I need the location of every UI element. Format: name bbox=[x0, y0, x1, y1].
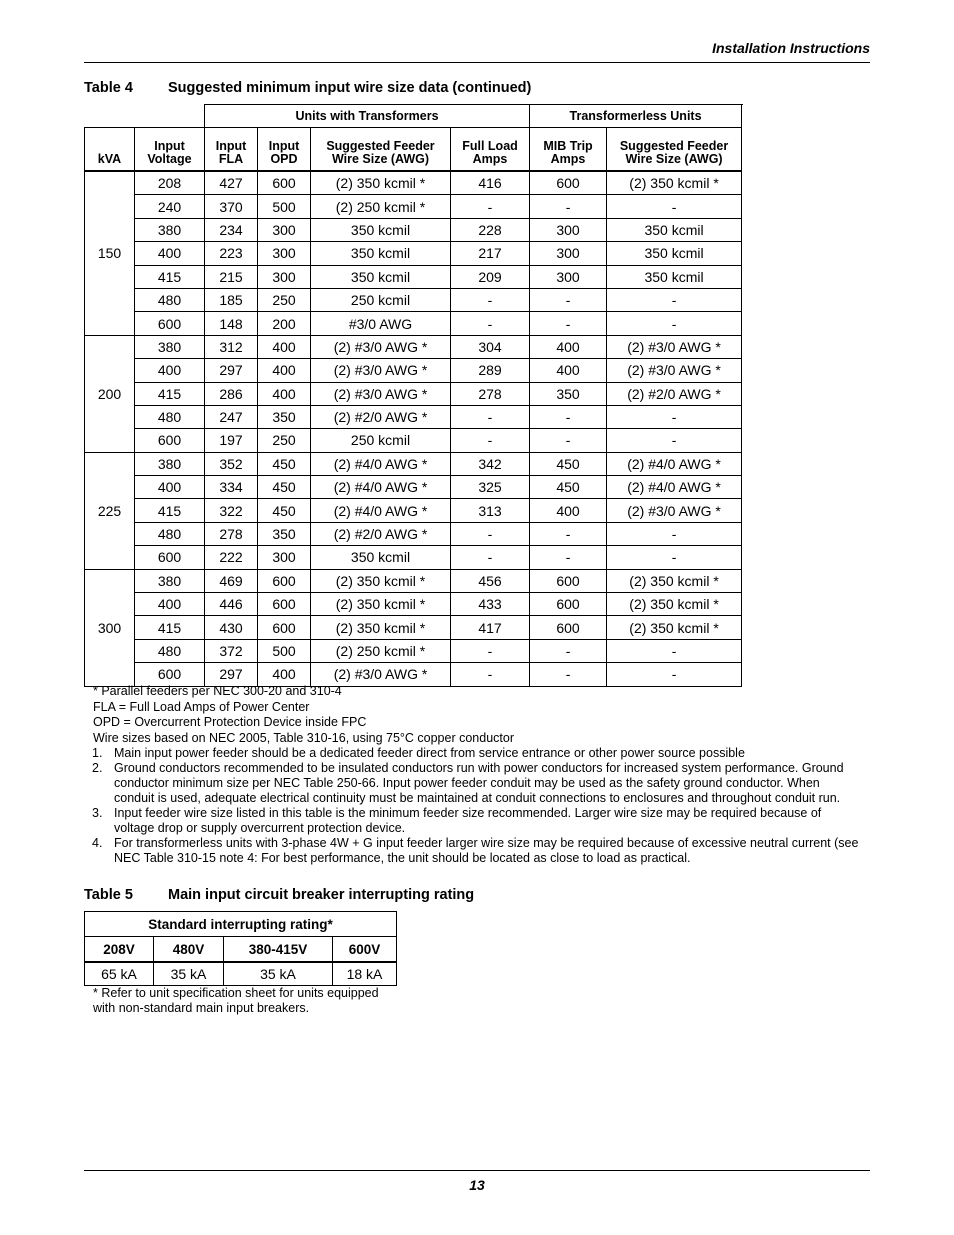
interrupting-rating-table bbox=[84, 911, 397, 986]
table-cell: (2) 250 kcmil * bbox=[311, 639, 451, 662]
table-cell: 400 bbox=[135, 359, 205, 382]
table-cell: - bbox=[530, 546, 607, 569]
table-cell: - bbox=[607, 288, 742, 311]
table-5-note-line: with non-standard main input breakers. bbox=[93, 1001, 310, 1015]
voltage-cell: 480V bbox=[154, 937, 224, 963]
col-input-voltage: Input Voltage bbox=[135, 128, 205, 172]
table-5-number: Table 5 bbox=[84, 887, 133, 903]
table-cell: 352 bbox=[205, 452, 258, 475]
table-cell: 380 bbox=[135, 569, 205, 592]
table-cell: 600 bbox=[258, 593, 311, 616]
table-cell: (2) #3/0 AWG * bbox=[311, 359, 451, 382]
table-cell: (2) #3/0 AWG * bbox=[311, 663, 451, 686]
table-cell: 500 bbox=[258, 195, 311, 218]
kva-cell: 200 bbox=[85, 335, 135, 452]
table-cell: 400 bbox=[135, 593, 205, 616]
table-row bbox=[85, 616, 742, 639]
numbered-note bbox=[92, 836, 863, 866]
table-cell: 450 bbox=[258, 452, 311, 475]
table-cell: 300 bbox=[530, 242, 607, 265]
table-cell: 433 bbox=[451, 593, 530, 616]
table-cell: 300 bbox=[530, 218, 607, 241]
group-header-row bbox=[85, 105, 742, 128]
table-cell: 350 kcmil bbox=[311, 546, 451, 569]
table-cell: 400 bbox=[258, 382, 311, 405]
notes-numbered bbox=[93, 746, 863, 866]
table-cell: 417 bbox=[451, 616, 530, 639]
voltage-cell: 600V bbox=[333, 937, 397, 963]
numbered-note bbox=[92, 761, 863, 806]
table-cell: 304 bbox=[451, 335, 530, 358]
kva-cell: 300 bbox=[85, 569, 135, 686]
table-cell: 480 bbox=[135, 522, 205, 545]
table-row bbox=[85, 382, 742, 405]
table-cell: (2) 350 kcmil * bbox=[311, 616, 451, 639]
table-cell: 372 bbox=[205, 639, 258, 662]
table-cell: (2) #4/0 AWG * bbox=[607, 476, 742, 499]
voltage-cell: 208V bbox=[85, 937, 154, 963]
table-cell: 215 bbox=[205, 265, 258, 288]
table-cell: 350 bbox=[258, 405, 311, 428]
table-cell: 446 bbox=[205, 593, 258, 616]
table-cell: (2) 350 kcmil * bbox=[311, 569, 451, 592]
table-cell: (2) 250 kcmil * bbox=[311, 195, 451, 218]
table-cell: 400 bbox=[530, 359, 607, 382]
table-row bbox=[85, 288, 742, 311]
table-cell: 185 bbox=[205, 288, 258, 311]
table-cell: 427 bbox=[205, 171, 258, 195]
column-header-row bbox=[85, 128, 742, 172]
note-number: 1. bbox=[92, 746, 103, 760]
table-cell: 600 bbox=[530, 593, 607, 616]
table-cell: - bbox=[451, 663, 530, 686]
table-cell: 400 bbox=[258, 335, 311, 358]
table-cell: - bbox=[607, 405, 742, 428]
table-cell: - bbox=[530, 663, 607, 686]
table-cell: (2) #2/0 AWG * bbox=[311, 405, 451, 428]
table-row bbox=[85, 639, 742, 662]
table-cell: - bbox=[607, 546, 742, 569]
numbered-note bbox=[92, 806, 863, 836]
table-row bbox=[85, 312, 742, 335]
table-cell: 350 bbox=[530, 382, 607, 405]
table-cell: 600 bbox=[258, 569, 311, 592]
table-row bbox=[85, 405, 742, 428]
table-cell: 247 bbox=[205, 405, 258, 428]
table-cell: 312 bbox=[205, 335, 258, 358]
note-line: OPD = Overcurrent Protection Device inside FPC bbox=[93, 715, 367, 729]
table-5-title: Main input circuit breaker interrupting rating bbox=[168, 887, 475, 903]
table-cell: 415 bbox=[135, 499, 205, 522]
table-cell: - bbox=[451, 546, 530, 569]
table-cell: - bbox=[607, 195, 742, 218]
table-cell: (2) #4/0 AWG * bbox=[311, 476, 451, 499]
table-cell: - bbox=[451, 195, 530, 218]
table-row bbox=[85, 242, 742, 265]
rating-cell: 65 kA bbox=[85, 962, 154, 986]
table-row bbox=[85, 569, 742, 592]
table-cell: 415 bbox=[135, 382, 205, 405]
table-row bbox=[85, 522, 742, 545]
table-cell: - bbox=[607, 429, 742, 452]
table-row bbox=[85, 195, 742, 218]
table-cell: (2) #4/0 AWG * bbox=[607, 452, 742, 475]
table-cell: - bbox=[530, 639, 607, 662]
table-cell: 600 bbox=[135, 546, 205, 569]
interrupting-header-row bbox=[85, 912, 397, 937]
table-cell: (2) #3/0 AWG * bbox=[607, 359, 742, 382]
note-text: Input feeder wire size listed in this table is the minimum feeder size recommended. Larger wire size may be required because of voltage drop or supply overcurrent protection device. bbox=[114, 806, 822, 835]
note-number: 4. bbox=[92, 836, 103, 850]
table-cell: 300 bbox=[258, 546, 311, 569]
table-4-title: Suggested minimum input wire size data (continued) bbox=[168, 80, 532, 96]
table-cell: 334 bbox=[205, 476, 258, 499]
table-cell: 278 bbox=[451, 382, 530, 405]
group-header-with-transformers: Units with Transformers bbox=[205, 105, 530, 128]
table-cell: 600 bbox=[258, 171, 311, 195]
table-cell: - bbox=[530, 312, 607, 335]
table-cell: 148 bbox=[205, 312, 258, 335]
table-cell: 200 bbox=[258, 312, 311, 335]
rating-row bbox=[85, 962, 397, 986]
note-text: For transformerless units with 3-phase 4W + G input feeder larger wire size may be required because of excessive neutral current (see NEC Table 310-15 note 4: For best performance, the unit should be located as close to load as practical. bbox=[114, 836, 859, 865]
col-mib-trip-amps: MIB Trip Amps bbox=[530, 128, 607, 172]
table-cell: (2) 350 kcmil * bbox=[311, 593, 451, 616]
table-cell: 209 bbox=[451, 265, 530, 288]
table-cell: (2) #4/0 AWG * bbox=[311, 499, 451, 522]
note-text: Main input power feeder should be a dedicated feeder direct from service entrance or other power source possible bbox=[114, 746, 745, 760]
table-cell: 469 bbox=[205, 569, 258, 592]
table-cell: 250 bbox=[258, 288, 311, 311]
table-cell: 380 bbox=[135, 335, 205, 358]
table-cell: - bbox=[451, 639, 530, 662]
table-cell: 450 bbox=[258, 476, 311, 499]
table-cell: 600 bbox=[530, 569, 607, 592]
table-4-notes bbox=[93, 684, 863, 866]
table-cell: 228 bbox=[451, 218, 530, 241]
table-cell: 342 bbox=[451, 452, 530, 475]
interrupting-header: Standard interrupting rating* bbox=[85, 912, 397, 937]
table-cell: 350 kcmil bbox=[311, 242, 451, 265]
rating-cell: 35 kA bbox=[154, 962, 224, 986]
table-cell: 300 bbox=[258, 242, 311, 265]
table-5-caption bbox=[84, 887, 474, 903]
table-cell: 350 bbox=[258, 522, 311, 545]
kva-cell: 150 bbox=[85, 171, 135, 335]
table-cell: (2) 350 kcmil * bbox=[311, 171, 451, 195]
table-cell: 600 bbox=[530, 616, 607, 639]
voltage-cell: 380-415V bbox=[224, 937, 333, 963]
table-cell: 350 kcmil bbox=[311, 218, 451, 241]
table-cell: - bbox=[451, 429, 530, 452]
table-cell: 300 bbox=[530, 265, 607, 288]
table-cell: 400 bbox=[135, 242, 205, 265]
table-cell: 350 kcmil bbox=[607, 242, 742, 265]
table-row bbox=[85, 476, 742, 499]
table-cell: (2) 350 kcmil * bbox=[607, 616, 742, 639]
table-cell: 400 bbox=[530, 335, 607, 358]
table-cell: 600 bbox=[258, 616, 311, 639]
table-cell: (2) 350 kcmil * bbox=[607, 171, 742, 195]
table-cell: 234 bbox=[205, 218, 258, 241]
table-5-note-line: * Refer to unit specification sheet for units equipped bbox=[93, 986, 379, 1000]
table-cell: 250 bbox=[258, 429, 311, 452]
table-cell: 300 bbox=[258, 218, 311, 241]
table-cell: 300 bbox=[258, 265, 311, 288]
table-cell: - bbox=[607, 522, 742, 545]
table-cell: 297 bbox=[205, 359, 258, 382]
table-cell: - bbox=[530, 195, 607, 218]
table-cell: 380 bbox=[135, 452, 205, 475]
table-cell: (2) #2/0 AWG * bbox=[607, 382, 742, 405]
table-row bbox=[85, 265, 742, 288]
table-cell: 480 bbox=[135, 639, 205, 662]
table-cell: 480 bbox=[135, 288, 205, 311]
table-cell: - bbox=[607, 312, 742, 335]
table-cell: (2) #3/0 AWG * bbox=[311, 335, 451, 358]
table-cell: - bbox=[530, 288, 607, 311]
table-cell: 600 bbox=[135, 312, 205, 335]
table-cell: 430 bbox=[205, 616, 258, 639]
table-row bbox=[85, 593, 742, 616]
table-cell: 350 kcmil bbox=[311, 265, 451, 288]
table-cell: 456 bbox=[451, 569, 530, 592]
table-cell: (2) #3/0 AWG * bbox=[607, 335, 742, 358]
table-cell: 322 bbox=[205, 499, 258, 522]
table-cell: 415 bbox=[135, 265, 205, 288]
table-5-note bbox=[93, 986, 393, 1016]
table-cell: 600 bbox=[135, 663, 205, 686]
table-cell: 222 bbox=[205, 546, 258, 569]
table-cell: 450 bbox=[530, 476, 607, 499]
page-number: 13 bbox=[469, 1177, 485, 1193]
table-cell: 400 bbox=[135, 476, 205, 499]
table-cell: - bbox=[607, 639, 742, 662]
table-cell: 416 bbox=[451, 171, 530, 195]
table-cell: - bbox=[451, 522, 530, 545]
table-cell: - bbox=[451, 312, 530, 335]
table-row bbox=[85, 171, 742, 195]
table-cell: 600 bbox=[530, 171, 607, 195]
rating-cell: 18 kA bbox=[333, 962, 397, 986]
table-cell: 600 bbox=[135, 429, 205, 452]
table-row bbox=[85, 499, 742, 522]
table-row bbox=[85, 452, 742, 475]
table-cell: 289 bbox=[451, 359, 530, 382]
table-cell: 197 bbox=[205, 429, 258, 452]
notes-plain bbox=[93, 684, 863, 746]
kva-cell: 225 bbox=[85, 452, 135, 569]
note-text: Ground conductors recommended to be insulated conductors run with power conductors for increased system performance. Ground conductor minimum size per NEC Table 250-66. Input power feeder conduit may be used as the safety ground conductor. When conduit is used, adequate electrical continuity must be maintained at conduit connections to enclosures and throughout conduit run. bbox=[114, 761, 844, 805]
table-cell: (2) #4/0 AWG * bbox=[311, 452, 451, 475]
table-cell: 250 kcmil bbox=[311, 288, 451, 311]
table-row bbox=[85, 359, 742, 382]
wire-size-table bbox=[84, 104, 742, 687]
page-footer bbox=[84, 1170, 870, 1193]
table-cell: 400 bbox=[530, 499, 607, 522]
table-cell: 297 bbox=[205, 663, 258, 686]
table-cell: (2) #3/0 AWG * bbox=[311, 382, 451, 405]
wire-size-table-body bbox=[85, 171, 742, 686]
table-cell: (2) #2/0 AWG * bbox=[311, 522, 451, 545]
page-header bbox=[84, 40, 870, 63]
col-input-fla: Input FLA bbox=[205, 128, 258, 172]
table-cell: 370 bbox=[205, 195, 258, 218]
note-line: Wire sizes based on NEC 2005, Table 310-16, using 75°C copper conductor bbox=[93, 730, 514, 745]
table-cell: 480 bbox=[135, 405, 205, 428]
voltage-row bbox=[85, 937, 397, 963]
table-cell: - bbox=[530, 429, 607, 452]
table-cell: (2) 350 kcmil * bbox=[607, 593, 742, 616]
header-blank bbox=[85, 105, 205, 128]
table-cell: #3/0 AWG bbox=[311, 312, 451, 335]
table-row bbox=[85, 429, 742, 452]
table-cell: 350 kcmil bbox=[607, 218, 742, 241]
header-title: Installation Instructions bbox=[712, 40, 870, 56]
note-number: 2. bbox=[92, 761, 103, 775]
table-cell: 286 bbox=[205, 382, 258, 405]
numbered-note bbox=[92, 746, 863, 761]
table-cell: 450 bbox=[530, 452, 607, 475]
table-cell: - bbox=[530, 522, 607, 545]
table-cell: (2) 350 kcmil * bbox=[607, 569, 742, 592]
table-cell: 250 kcmil bbox=[311, 429, 451, 452]
table-cell: - bbox=[607, 663, 742, 686]
table-cell: 350 kcmil bbox=[607, 265, 742, 288]
note-line: * Parallel feeders per NEC 300-20 and 310-4 bbox=[93, 684, 342, 698]
group-header-transformerless: Transformerless Units bbox=[530, 105, 742, 128]
table-cell: 223 bbox=[205, 242, 258, 265]
table-cell: 278 bbox=[205, 522, 258, 545]
table-cell: - bbox=[451, 288, 530, 311]
col-full-load-amps: Full Load Amps bbox=[451, 128, 530, 172]
table-cell: 400 bbox=[258, 663, 311, 686]
table-cell: 415 bbox=[135, 616, 205, 639]
col-feeder-transformer: Suggested Feeder Wire Size (AWG) bbox=[311, 128, 451, 172]
col-input-opd: Input OPD bbox=[258, 128, 311, 172]
table-row bbox=[85, 663, 742, 686]
table-cell: 240 bbox=[135, 195, 205, 218]
table-4-caption bbox=[84, 80, 531, 96]
table-4-number: Table 4 bbox=[84, 80, 133, 96]
table-cell: 208 bbox=[135, 171, 205, 195]
table-cell: 313 bbox=[451, 499, 530, 522]
table-cell: 325 bbox=[451, 476, 530, 499]
table-cell: 400 bbox=[258, 359, 311, 382]
table-cell: (2) #3/0 AWG * bbox=[607, 499, 742, 522]
table-cell: 217 bbox=[451, 242, 530, 265]
table-row bbox=[85, 546, 742, 569]
note-line: FLA = Full Load Amps of Power Center bbox=[93, 699, 310, 714]
table-cell: - bbox=[451, 405, 530, 428]
table-cell: 500 bbox=[258, 639, 311, 662]
table-cell: 380 bbox=[135, 218, 205, 241]
note-number: 3. bbox=[92, 806, 103, 820]
col-kva: kVA bbox=[85, 128, 135, 172]
rating-cell: 35 kA bbox=[224, 962, 333, 986]
table-row bbox=[85, 218, 742, 241]
table-row bbox=[85, 335, 742, 358]
table-cell: 450 bbox=[258, 499, 311, 522]
col-feeder-transformerless: Suggested Feeder Wire Size (AWG) bbox=[607, 128, 742, 172]
table-cell: - bbox=[530, 405, 607, 428]
